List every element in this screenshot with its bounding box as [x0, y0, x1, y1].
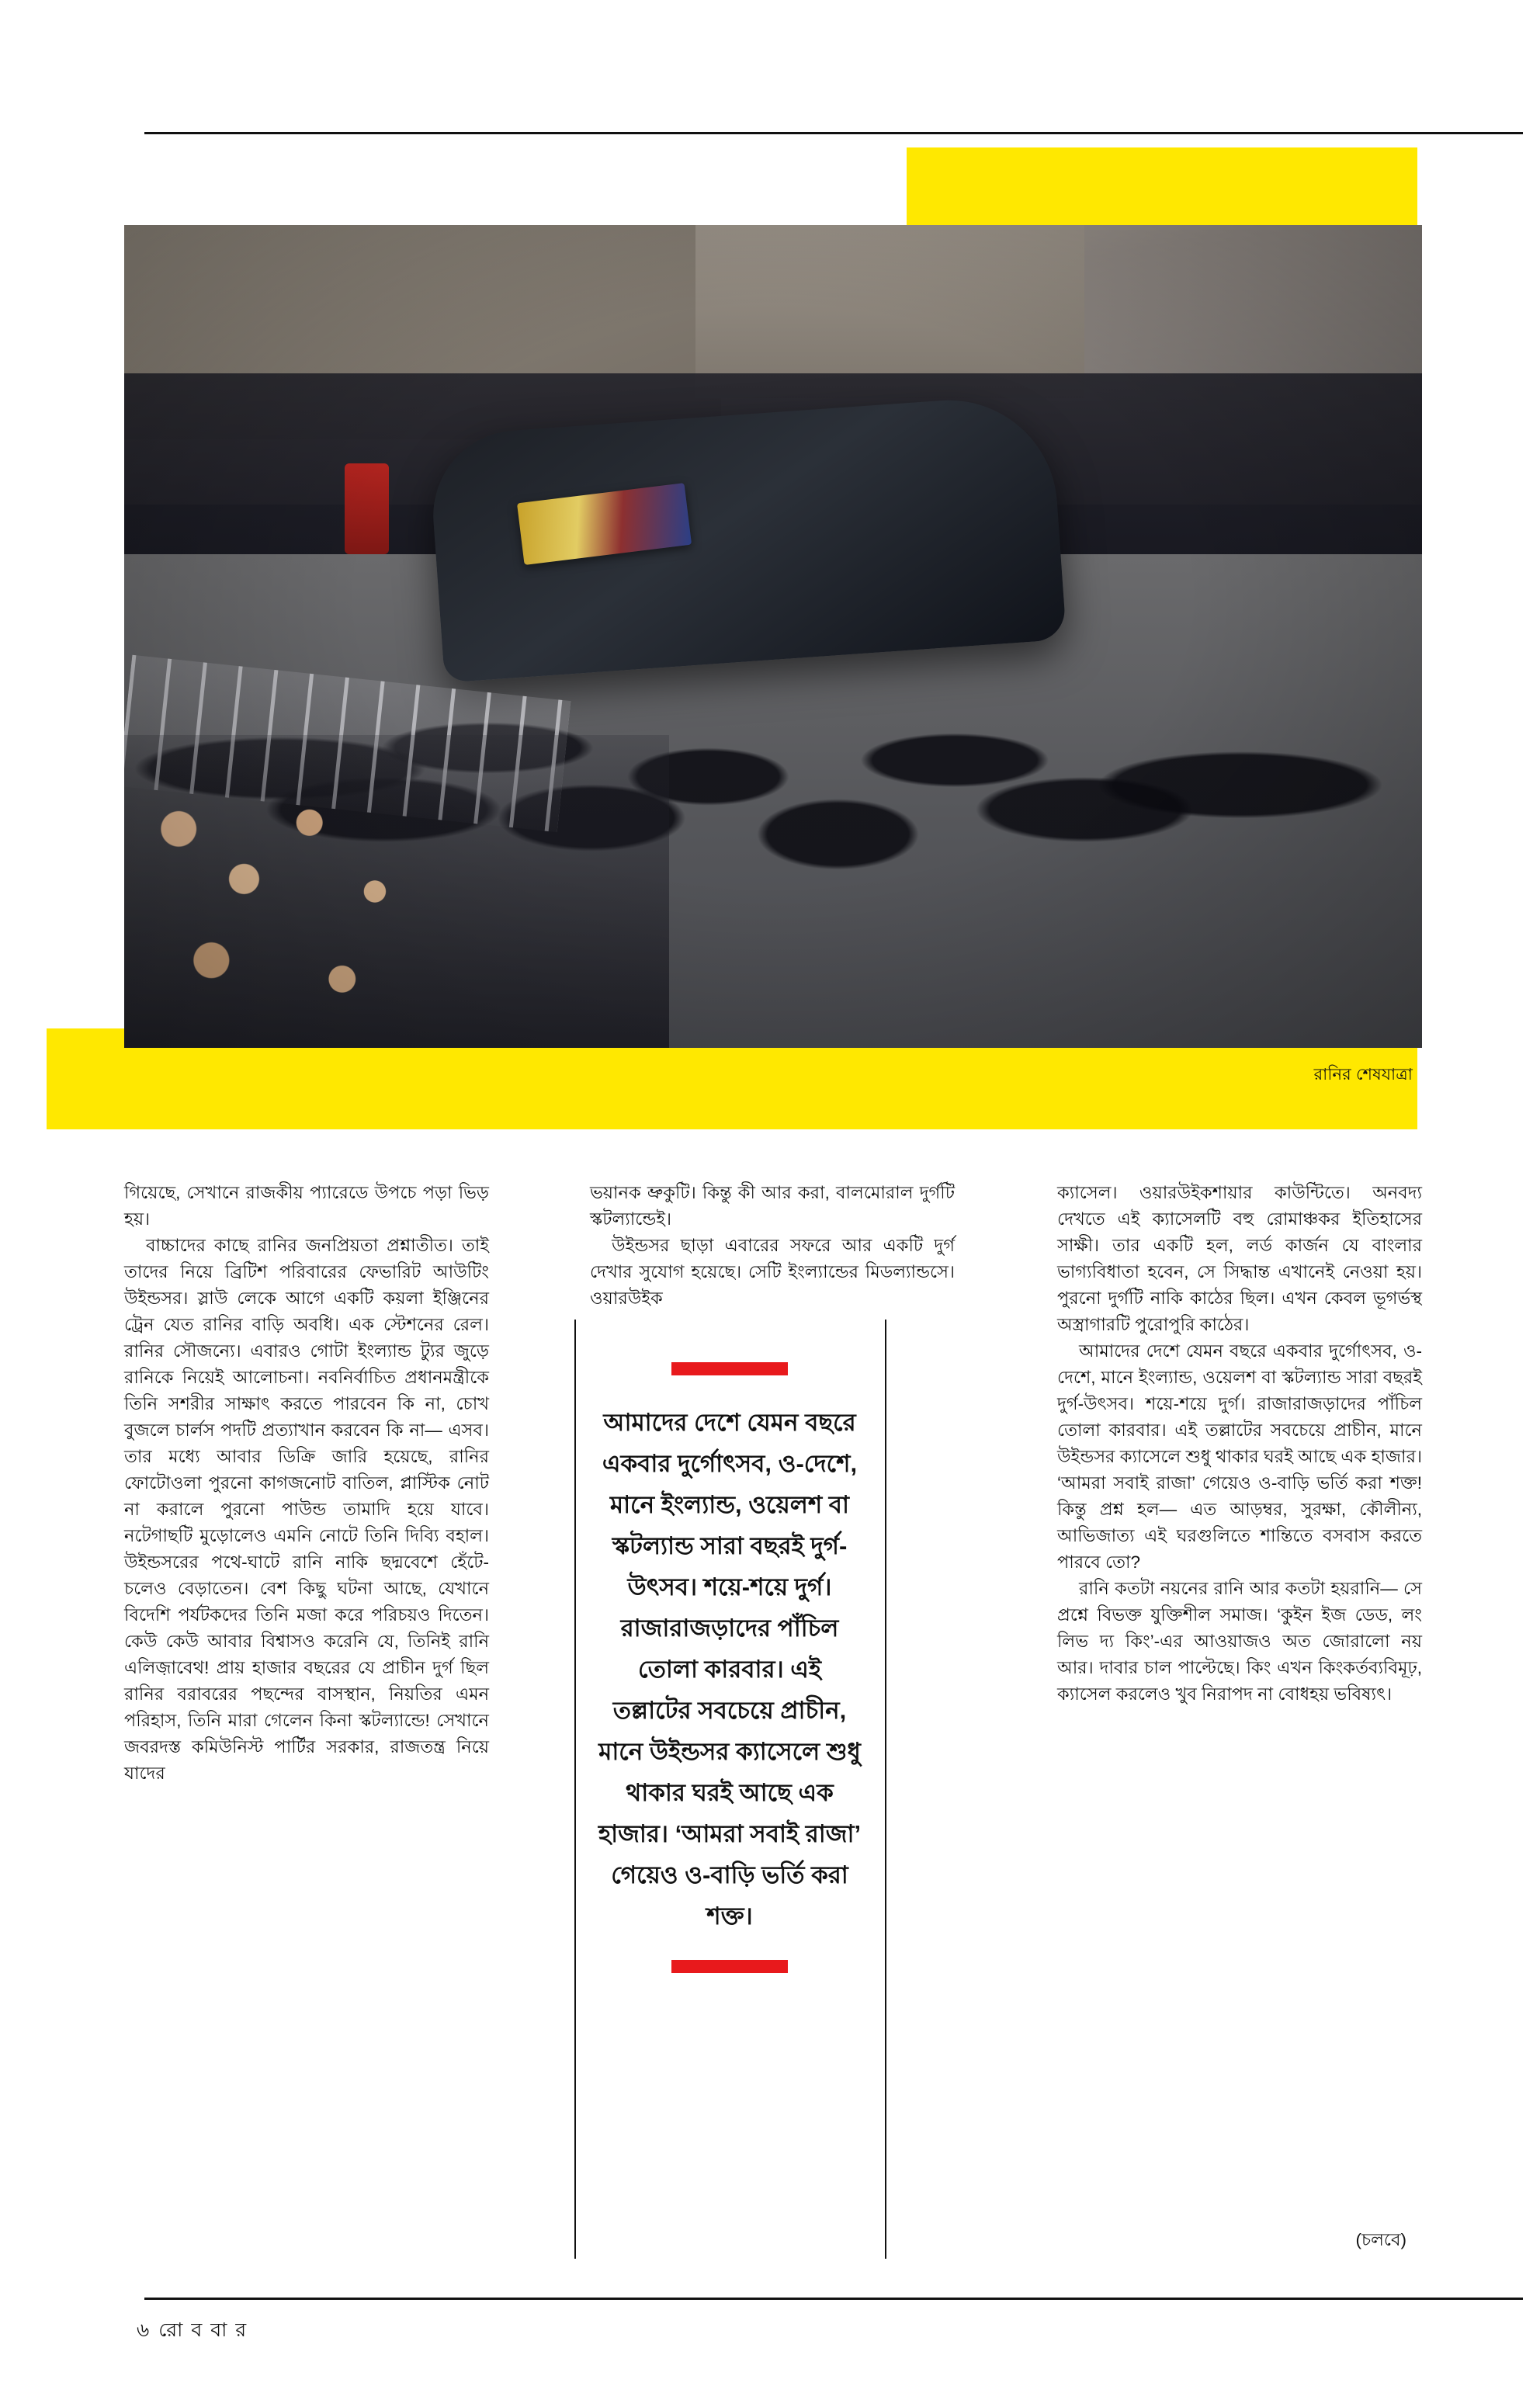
- folio-label: রো ব বা র: [158, 2319, 248, 2341]
- continued-marker: (চলবে): [1355, 2230, 1406, 2249]
- column-divider-right: [885, 1320, 886, 2259]
- pull-quote-rule-top: [671, 1362, 788, 1375]
- paragraph: উইন্ডসর ছাড়া এবারের সফরে আর একটি দুর্গ দেখার সুযোগ হয়েছে। সেটি ইংল্যান্ডের মিডল্যান্ডসে। ওয়ারউইক: [590, 1236, 955, 1308]
- pull-quote-rule-bottom: [671, 1960, 788, 1973]
- paragraph: বাচ্চাদের কাছে রানির জনপ্রিয়তা প্রশ্নাতীত। তাই তাদের নিয়ে ব্রিটিশ পরিবারের ফেভারিট আউটিং উইন্ডসর। স্লাউ লেকে আগে একটি কয়লা ইঞ্জিনের ট্রেন যেত রানির বাড়ি অবধি। এক স্টেশনের রেল। রানির সৌজন্যে। এবারও গোটা ইংল্যান্ড ট্যুর জুড়ে রানিকে নিয়েই আলোচনা। নবনির্বাচিত প্রধানমন্ত্রীকে তিনি সশরীর সাক্ষাৎ করতে পারবেন কি না, চোখ বুজলে চার্লস পদটি প্রত্যাখান করবেন কি না— এসব। তার মধ্যে আবার ডিক্রি জারি হয়েছে, রানির ফোটোওলা পুরনো কাগজনোট বাতিল, প্লাস্টিক নোট না করালে পুরনো পাউন্ড তামাদি হয়ে যাবে। নটেগাছটি মুড়োলেও এমনি নোটে তিনি দিব্যি বহাল। উইন্ডসরের পথে-ঘাটে রানি নাকি ছদ্মবেশে হেঁটে-চলেও বেড়াতেন। বেশ কিছু ঘটনা আছে, যেখানে বিদেশি পর্যটকদের তিনি মজা করে পরিচয়ও দিতেন। কেউ কেউ আবার বিশ্বাসও করেনি যে, তিনিই রানি এলিজ়াবেথ! প্রায় হাজার বছরের যে প্রাচীন দুর্গ ছিল রানির বরাবরের পছন্দের বাসস্থান, নিয়তির এমন পরিহাস, তিনি মারা গেলেন কিনা স্কটল্যান্ডে! সেখানে জবরদস্ত কমিউনিস্ট পার্টির সরকার, রাজতন্ত্র নিয়ে যাদের: [124, 1236, 489, 1783]
- page-folio: [137, 2315, 248, 2348]
- pull-quote: [598, 1362, 862, 1973]
- paragraph: রানি কতটা নয়নের রানি আর কতটা হয়রানি— সে প্রশ্নে বিভক্ত যুক্তিশীল সমাজ। ‘কুইন ইজ ডেড, লং লিভ দ্য কিং’-এর আওয়াজও অত জোরালো নয় আর। দাবার চাল পাল্টেছে। কিং এখন কিংকর্তব্যবিমূঢ়, ক্যাসেল করলেও খুব নিরাপদ না বোধহয় ভবিষ্যৎ।: [1057, 1579, 1422, 1704]
- paragraph: ক্যাসেল। ওয়ারউইকশায়ার কাউন্টিতে। অনবদ্য দেখতে এই ক্যাসেলটি বহু রোমাঞ্চকর ইতিহাসের সাক্ষী। তার একটি হল, লর্ড কার্জন যে বাংলার ভাগ্যবিধাতা হবেন, সে সিদ্ধান্ত এখানেই নেওয়া হয়। পুরনো দুর্গটি নাকি কাঠের ছিল। এখন কেবল ভূগর্ভস্থ অস্ত্রাগারটি পুরোপুরি কাঠের।: [1057, 1183, 1422, 1334]
- paragraph: গিয়েছে, সেখানে রাজকীয় প্যারেডে উপচে পড়া ভিড় হয়।: [124, 1183, 489, 1229]
- photo-caption: রানির শেষযাত্রা: [1313, 1066, 1413, 1084]
- text-column-middle: [590, 1180, 955, 1312]
- folio-number: ৬: [137, 2319, 151, 2341]
- text-column-right: [1057, 1180, 1422, 1708]
- footer-divider-rule: [144, 2298, 1523, 2300]
- top-divider-rule: [144, 132, 1523, 134]
- queen-funeral-procession-photo: [124, 225, 1422, 1048]
- text-column-left: [124, 1180, 489, 1787]
- paragraph: আমাদের দেশে যেমন বছরে একবার দুর্গোৎসব, ও-দেশে, মানে ইংল্যান্ড, ওয়েলশ বা স্কটল্যান্ড সারা বছরই দুর্গ-উৎসব। শয়ে-শয়ে দুর্গ। রাজারাজড়াদের পাঁচিল তোলা কারবার। এই তল্লাটের সবচেয়ে প্রাচীন, মানে উইন্ডসর ক্যাসেলে শুধু থাকার ঘরই আছে এক হাজার। ‘আমরা সবাই রাজা’ গেয়েও ও-বাড়ি ভর্তি করা শক্ত! কিন্তু প্রশ্ন হল— এত আড়ম্বর, সুরক্ষা, কৌলীন্য, আভিজাত্য এই ঘরগুলিতে শান্তিতে বসবাস করতে পারবে তো?: [1057, 1341, 1422, 1572]
- column-divider-left: [574, 1320, 576, 2259]
- pull-quote-text: আমাদের দেশে যেমন বছরে একবার দুর্গোৎসব, ও-দেশে, মানে ইংল্যান্ড, ওয়েলশ বা স্কটল্যান্ড সারা বছরই দুর্গ-উৎসব। শয়ে-শয়ে দুর্গ। রাজারাজড়াদের পাঁচিল তোলা কারবার। এই তল্লাটের সবচেয়ে প্রাচীন, মানে উইন্ডসর ক্যাসেলে শুধু থাকার ঘরই আছে এক হাজার। ‘আমরা সবাই রাজা’ গেয়েও ও-বাড়ি ভর্তি করা শক্ত।: [598, 1409, 862, 1930]
- paragraph: ভয়ানক ভ্রুকুটি। কিন্তু কী আর করা, বালমোরাল দুর্গটি স্কটল্যান্ডেই।: [590, 1183, 955, 1229]
- photo-vignette-overlay: [124, 225, 1422, 1048]
